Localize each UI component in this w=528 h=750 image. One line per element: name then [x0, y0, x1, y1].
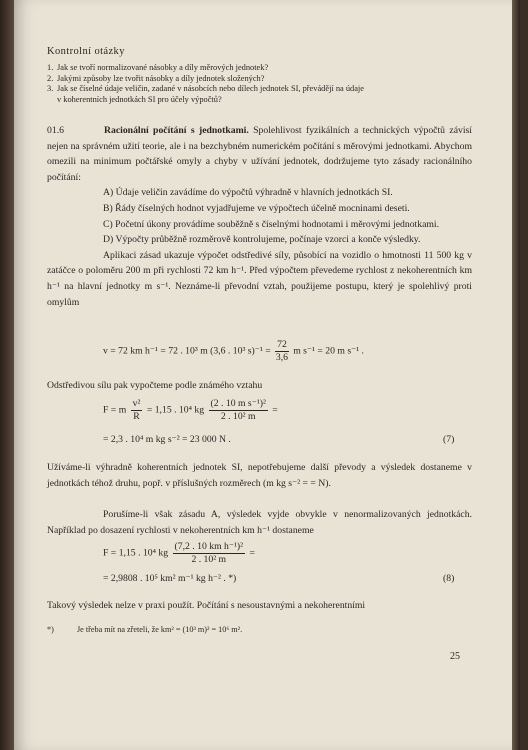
page-number: 25 — [450, 651, 460, 662]
book-spine — [0, 0, 14, 750]
question-text: Jak se tvoří normalizované násobky a díly měrových jednotek? — [57, 63, 269, 72]
rule-b: B) Řády číselných hodnot vyjadřujeme ve výpočtech účelně mocninami deseti. — [103, 202, 410, 214]
question-item — [47, 84, 457, 95]
equation-8-line-2: = 2,9808 . 10⁵ km² m⁻¹ kg h⁻² . *) — [103, 573, 237, 584]
footnote-text: Je třeba mít na zřeteli, že km² = (10³ m)² = 10⁶ m². — [77, 625, 243, 634]
book-page — [14, 0, 520, 750]
equation-7-line-2: = 2,3 . 10⁴ m kg s⁻² = 23 000 N . — [103, 434, 231, 445]
eq8-part: F = 1,15 . 10⁴ kg — [103, 547, 169, 559]
equation-7-line-1 — [103, 398, 278, 423]
question-number: 2. — [47, 73, 54, 83]
equation-speed-rhs: m s⁻¹ = 20 m s⁻¹ . — [293, 345, 364, 357]
question-number: 1. — [47, 63, 54, 72]
fraction-numerator: (2 . 10 m s⁻¹)² — [210, 398, 266, 409]
paragraph-coherent-units: Užíváme-li výhradně koherentních jednotek SI, nepotřebujeme další převody a výsledek dostaneme v jednotkách téhož druhu, popř. v příslušných rozměrech (m kg s⁻² = = N). — [47, 462, 472, 489]
rule-d: D) Výpočty průběžně rozměrově kontrolujeme, počínaje vzorci a konče výsledky. — [103, 234, 421, 246]
eq8-fraction — [173, 541, 246, 566]
fraction-numerator: 72 — [277, 339, 287, 350]
eq8-part: = — [249, 547, 255, 559]
eq7-fraction-1 — [131, 398, 143, 423]
fraction-denominator: 2 . 10² m — [220, 411, 256, 422]
paragraph-rule-violation: Porušíme-li však zásadu A, výsledek vyjde obvykle v nenormalizovaných jednotkách. Například po dosazení rychlosti v nekoherentních km h⁻¹ dostaneme — [47, 509, 472, 536]
fraction-numerator: (7,2 . 10 km h⁻¹)² — [174, 541, 244, 552]
fraction-denominator: 3,6 — [275, 352, 288, 363]
question-text: Jak se číselné údaje veličin, zadané v násobcích nebo dílech jednotek SI, převádějí na údaje — [57, 84, 364, 93]
fraction-denominator: 2 . 10² m — [191, 554, 227, 565]
eq7-part: = — [272, 404, 278, 416]
question-text: Jakými způsoby lze tvořit násobky a díly jednotek složených? — [57, 73, 265, 83]
eq7-part: = 1,15 . 10⁴ kg — [146, 404, 205, 416]
page-edge — [512, 0, 520, 750]
footnote — [47, 625, 242, 634]
paragraph-force-intro: Odstředivou sílu pak vypočteme podle známého vztahu — [47, 380, 263, 391]
paragraph-conclusion: Takový výsledek nelze v praxi použít. Počítání s nesoustavnými a nekoherentními — [47, 600, 366, 611]
equation-speed-fraction — [275, 339, 289, 364]
section-intro — [47, 123, 472, 310]
equation-7-number: (7) — [443, 434, 455, 445]
eq7-fraction-2 — [209, 398, 268, 423]
question-number: 3. — [47, 84, 54, 93]
equation-speed — [103, 339, 364, 364]
section-title: Racionální počítání s jednotkami. — [104, 125, 249, 136]
equation-8-number: (8) — [443, 573, 455, 584]
rule-a: A) Údaje veličin zavádíme do výpočtů výhradně v hlavních jednotkách SI. — [103, 187, 393, 199]
question-item — [47, 74, 457, 85]
question-continuation: v koherentních jednotkách SI pro účely výpočtů? — [57, 94, 222, 104]
questions-list — [47, 63, 457, 105]
eq7-part: F = m — [103, 404, 127, 416]
section-text: Spolehlivost fyzikálních a technických výpočtů závisí nejen na správném užití teorie, ale i na bezchybném numerickém počítání s měrovými jednotkami. Abychom omezili na minimum počtářské omyly a chyby v užívání jednotek, dodržujeme tyto zásady racionálního počítání: — [47, 125, 472, 183]
questions-heading: Kontrolní otázky — [47, 46, 125, 57]
paragraph-example: Aplikaci zásad ukazuje výpočet odstředivé síly, působící na vozidlo o hmotnosti 11 500 kg v zatáčce o poloměru 200 m při rychlosti 72 km h⁻¹. Před výpočtem převedeme rychlost z nekoherentních km h⁻¹ na hlavní jednotky m s⁻¹. Neznáme-li převodní vztah, použijeme postupu, který je spolehlivý proti omylům — [47, 249, 472, 308]
footnote-mark: *) — [47, 625, 54, 634]
question-item — [47, 63, 457, 74]
fraction-numerator: v² — [132, 398, 141, 409]
section-number: 01.6 — [47, 125, 64, 136]
fraction-denominator: R — [133, 411, 140, 422]
rule-c: C) Početní úkony provádíme souběžně s číselnými hodnotami i měrovými jednotkami. — [103, 218, 440, 230]
equation-8-line-1 — [103, 541, 255, 566]
equation-speed-lhs: v = 72 km h⁻¹ = 72 . 10³ m (3,6 . 10³ s)⁻¹ = — [103, 345, 271, 357]
